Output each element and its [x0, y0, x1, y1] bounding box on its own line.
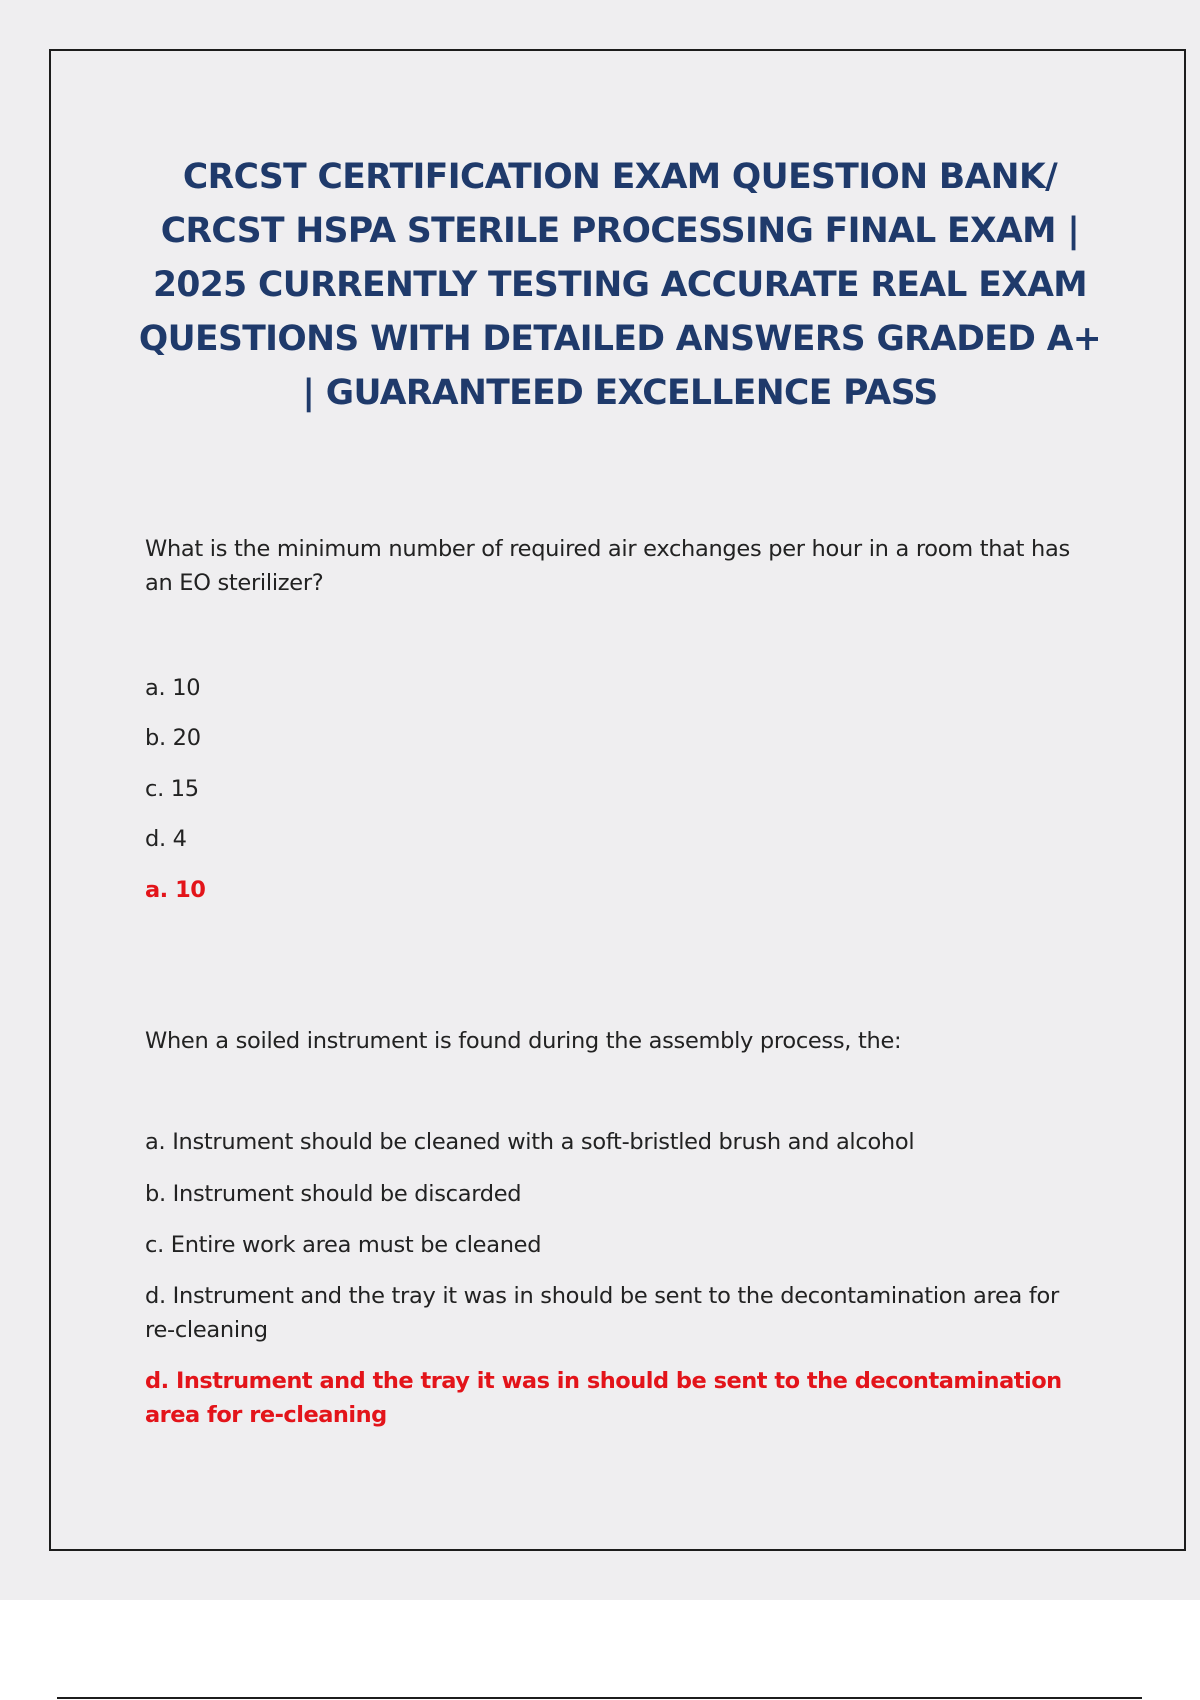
document-title: CRCST CERTIFICATION EXAM QUESTION BANK/ CRCST HSPA STERILE PROCESSING FINAL EXAM | 2025 CURRENTLY TESTING ACCURATE REAL EXAM QUESTIONS WITH DETAILED ANSWERS GRADED A+ | GUARANTEED EXCELLENCE PASS	[138, 157, 1102, 413]
question-1-option-b: b. 20	[145, 725, 201, 751]
footer-rule	[57, 1697, 1142, 1699]
question-2-answer: d. Instrument and the tray it was in should be sent to the decontamination area for re-cleaning	[145, 1368, 1062, 1428]
question-1-text: What is the minimum number of required air exchanges per hour in a room that has an EO sterilizer?	[145, 536, 1070, 596]
question-2-option-a: a. Instrument should be cleaned with a soft-bristled brush and alcohol	[145, 1129, 915, 1155]
question-1-option-a: a. 10	[145, 675, 201, 701]
question-2-option-c: c. Entire work area must be cleaned	[145, 1232, 542, 1258]
question-1-answer: a. 10	[145, 877, 206, 903]
question-1-option-c: c. 15	[145, 776, 199, 802]
question-2-option-b: b. Instrument should be discarded	[145, 1181, 522, 1207]
question-2-option-d: d. Instrument and the tray it was in should be sent to the decontamination area for re-cleaning	[145, 1283, 1059, 1343]
question-2-text: When a soiled instrument is found during the assembly process, the:	[145, 1028, 902, 1054]
question-1-option-d: d. 4	[145, 826, 187, 852]
